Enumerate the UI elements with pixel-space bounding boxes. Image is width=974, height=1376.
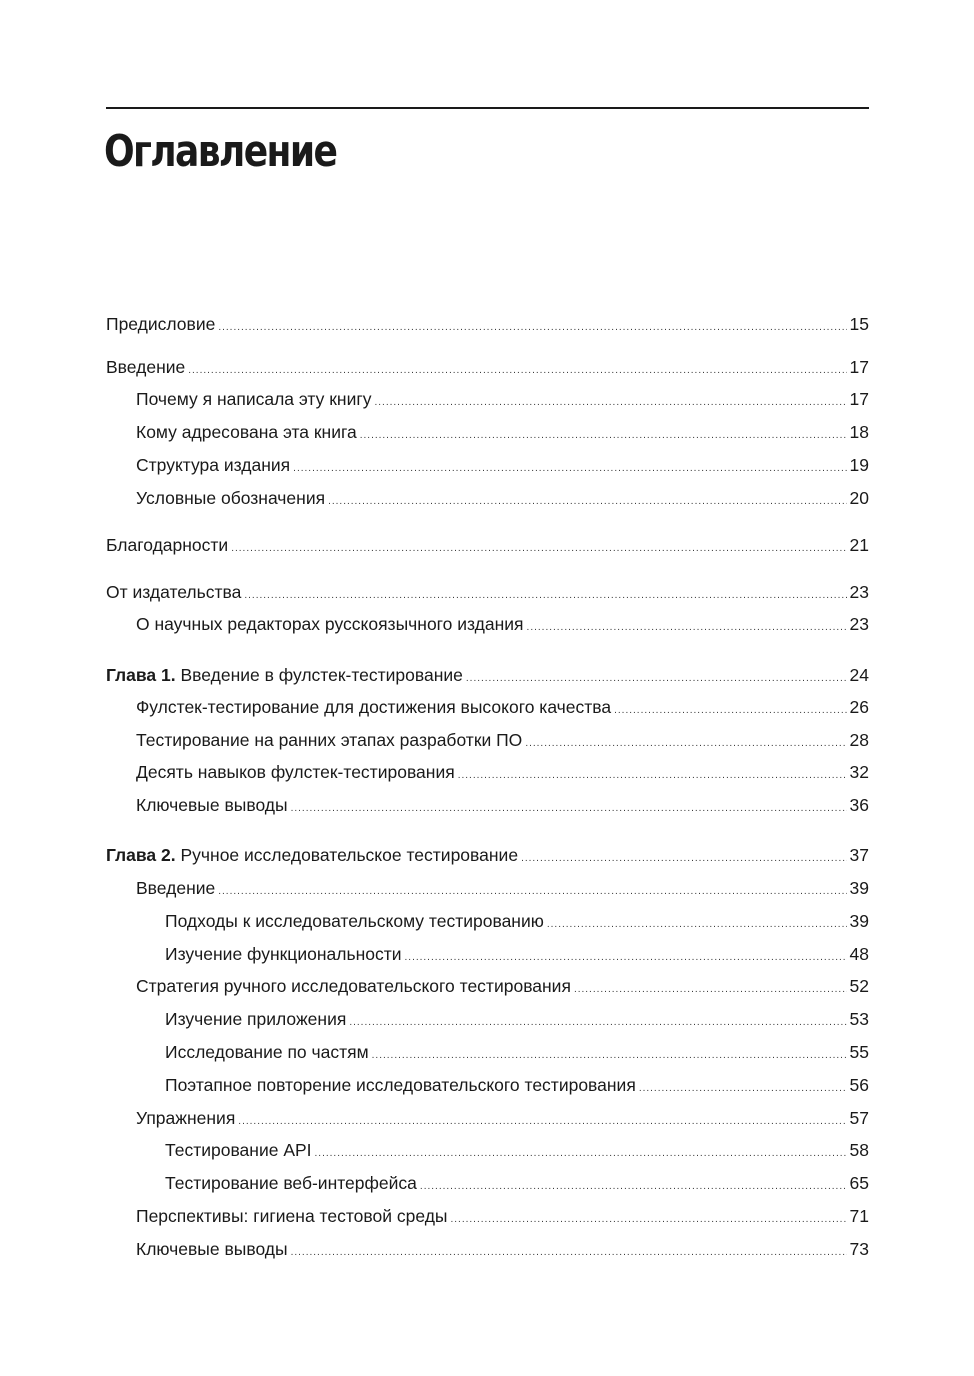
toc-entry-title: Изучение приложения — [165, 1009, 347, 1029]
toc-entry[interactable] — [106, 612, 869, 636]
toc-entry-page: 52 — [849, 976, 869, 996]
toc-entry[interactable] — [106, 355, 869, 379]
toc-entry-label — [106, 312, 215, 336]
toc-entry-title: О научных редакторах русскоязычного издания — [136, 614, 524, 634]
dot-leader — [521, 847, 846, 871]
toc-entry-label — [136, 387, 372, 411]
dot-leader — [315, 1142, 847, 1166]
toc-entry[interactable] — [106, 387, 869, 411]
toc-entry-title: Почему я написала эту книгу — [136, 389, 372, 409]
toc-entry-label — [136, 793, 288, 817]
dot-leader — [291, 1241, 847, 1265]
toc-entry-page: 23 — [849, 614, 869, 634]
chapter-number: Глава 2. — [106, 845, 176, 865]
toc-entry-page: 36 — [849, 795, 869, 815]
dot-leader — [420, 1175, 847, 1199]
toc-entry-label — [136, 420, 357, 444]
toc-entry-title: Упражнения — [136, 1108, 236, 1128]
toc-entry-label — [165, 942, 402, 966]
toc-entry[interactable] — [106, 1040, 869, 1064]
toc-entry[interactable] — [106, 580, 869, 604]
toc-entry-title: Ключевые выводы — [136, 1239, 288, 1259]
toc-entry-page: 28 — [849, 730, 869, 750]
toc-entry-label — [136, 453, 290, 477]
toc-entry-page: 19 — [849, 455, 869, 475]
toc-entry-label — [136, 1237, 288, 1261]
toc-entry[interactable] — [106, 760, 869, 784]
toc-entry-page: 15 — [849, 314, 869, 334]
toc-entry-page: 55 — [849, 1042, 869, 1062]
toc-entry-page: 23 — [849, 582, 869, 602]
toc-entry-label — [136, 1106, 235, 1130]
toc-entry-title: Фулстек-тестирование для достижения высокого качества — [136, 697, 612, 717]
toc-entry-label — [136, 612, 524, 636]
dot-leader — [360, 424, 847, 448]
toc-entry-title: Ключевые выводы — [136, 795, 288, 815]
toc-entry-title: От издательства — [106, 582, 242, 602]
top-rule — [106, 107, 869, 109]
toc-entry-page: 56 — [849, 1075, 869, 1095]
dot-leader — [525, 732, 846, 756]
toc-entry[interactable] — [106, 533, 869, 557]
dot-leader — [375, 391, 847, 415]
toc-entry-label — [106, 355, 185, 379]
dot-leader — [293, 457, 846, 481]
toc-entry[interactable] — [106, 728, 869, 752]
dot-leader — [458, 764, 847, 788]
toc-entry[interactable] — [106, 312, 869, 336]
toc-entry-label — [106, 663, 463, 687]
toc-entry-title: Условные обозначения — [136, 488, 326, 508]
toc-entry[interactable] — [106, 486, 869, 510]
toc-entry-label — [136, 1204, 448, 1228]
toc-entry[interactable] — [106, 453, 869, 477]
toc-entry-page: 37 — [849, 845, 869, 865]
toc-entry-page: 17 — [849, 357, 869, 377]
dot-leader — [547, 913, 847, 937]
dot-leader — [238, 1110, 846, 1134]
toc-entry[interactable] — [106, 793, 869, 817]
toc-entry-title: Перспективы: гигиена тестовой среды — [136, 1206, 448, 1226]
dot-leader — [574, 978, 847, 1002]
dot-leader — [451, 1208, 847, 1232]
dot-leader — [614, 699, 846, 723]
toc-entry-title: Введение в фулстек-тестирование — [180, 665, 463, 685]
toc-entry-label — [136, 974, 571, 998]
toc-entry-label — [165, 1073, 636, 1097]
toc-entry[interactable] — [106, 1106, 869, 1130]
toc-entry[interactable] — [106, 420, 869, 444]
toc-entry[interactable] — [106, 876, 869, 900]
toc-entry-label — [136, 695, 611, 719]
toc-entry-page: 58 — [849, 1140, 869, 1160]
toc-entry-title: Подходы к исследовательскому тестированию — [165, 911, 544, 931]
toc-entry-page: 21 — [849, 535, 869, 555]
toc-entry-page: 26 — [849, 697, 869, 717]
toc-entry-page: 57 — [849, 1108, 869, 1128]
toc-entry-page: 39 — [849, 878, 869, 898]
toc-entry-label — [136, 760, 455, 784]
toc-entry-title: Структура издания — [136, 455, 291, 475]
toc-entry-page: 32 — [849, 762, 869, 782]
toc-entry-label — [165, 1007, 346, 1031]
dot-leader — [372, 1044, 847, 1068]
toc-entry-title: Стратегия ручного исследовательского тестирования — [136, 976, 571, 996]
toc-entry-label — [106, 580, 241, 604]
toc-entry-label — [136, 486, 325, 510]
toc-entry[interactable] — [106, 1237, 869, 1261]
toc-entry-title: Предисловие — [106, 314, 216, 334]
toc-entry[interactable] — [106, 843, 869, 867]
toc-entry-label — [106, 533, 228, 557]
toc-entry[interactable] — [106, 663, 869, 687]
toc-entry-title: Десять навыков фулстек-тестирования — [136, 762, 455, 782]
toc-entry[interactable] — [106, 974, 869, 998]
toc-entry-label — [136, 728, 522, 752]
toc-entry-title: Тестирование веб-интерфейса — [165, 1173, 417, 1193]
toc-entry-title: Введение — [106, 357, 186, 377]
dot-leader — [218, 880, 846, 904]
dot-leader — [527, 616, 847, 640]
toc-entry-title: Тестирование на ранних этапах разработки ПО — [136, 730, 523, 750]
toc-entry-label — [106, 843, 518, 867]
toc-entry-title: Ручное исследовательское тестирование — [180, 845, 519, 865]
page-title: Оглавление — [104, 126, 337, 177]
toc-entry-label — [165, 909, 544, 933]
dot-leader — [466, 667, 847, 691]
toc-entry[interactable] — [106, 1171, 869, 1195]
toc-entry-title: Благодарности — [106, 535, 229, 555]
dot-leader — [328, 490, 846, 514]
toc-entry-label — [165, 1171, 417, 1195]
toc-entry-page: 53 — [849, 1009, 869, 1029]
dot-leader — [231, 537, 846, 561]
toc-entry-title: Введение — [136, 878, 216, 898]
toc-entry-label — [165, 1040, 369, 1064]
toc-entry-label — [165, 1138, 312, 1162]
toc-entry-title: Поэтапное повторение исследовательского тестирования — [165, 1075, 636, 1095]
toc-entry-page: 73 — [849, 1239, 869, 1259]
toc-entry-title: Тестирование API — [165, 1140, 312, 1160]
toc-entry-page: 20 — [849, 488, 869, 508]
toc-entry-label — [136, 876, 215, 900]
toc-entry-page: 24 — [849, 665, 869, 685]
chapter-number: Глава 1. — [106, 665, 176, 685]
dot-leader — [639, 1077, 847, 1101]
dot-leader — [188, 359, 846, 383]
toc-entry[interactable] — [106, 1138, 869, 1162]
dot-leader — [349, 1011, 846, 1035]
toc-entry-page: 48 — [849, 944, 869, 964]
toc-entry[interactable] — [106, 909, 869, 933]
dot-leader — [244, 584, 846, 608]
toc-entry[interactable] — [106, 1204, 869, 1228]
dot-leader — [291, 797, 847, 821]
toc-entry-page: 65 — [849, 1173, 869, 1193]
toc-entry-page: 17 — [849, 389, 869, 409]
dot-leader — [405, 946, 847, 970]
toc-entry-title: Изучение функциональности — [165, 944, 402, 964]
toc-entry-title: Кому адресована эта книга — [136, 422, 357, 442]
toc-entry-page: 18 — [849, 422, 869, 442]
dot-leader — [218, 316, 846, 340]
toc-entry[interactable] — [106, 942, 869, 966]
toc-entry[interactable] — [106, 1073, 869, 1097]
toc-entry-page: 71 — [849, 1206, 869, 1226]
toc-entry[interactable] — [106, 1007, 869, 1031]
toc-entry[interactable] — [106, 695, 869, 719]
toc-entry-page: 39 — [849, 911, 869, 931]
toc-entry-title: Исследование по частям — [165, 1042, 369, 1062]
